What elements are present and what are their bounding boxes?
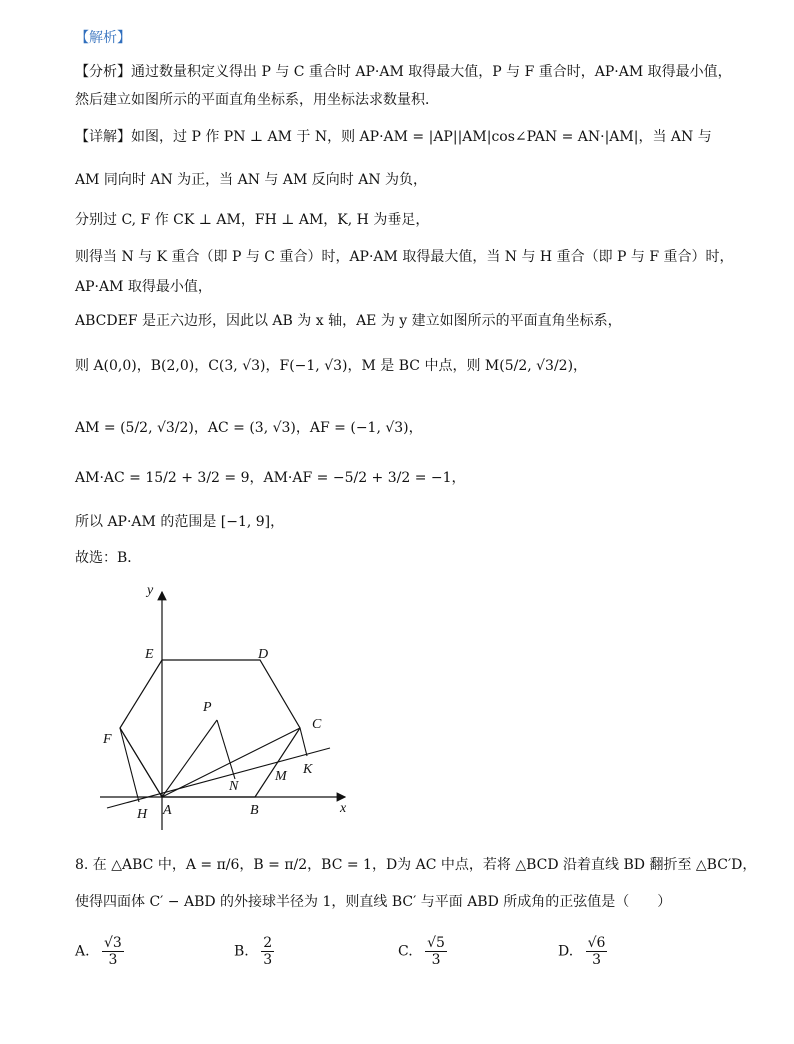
option-d-label: D. <box>558 943 574 960</box>
label-e: E <box>145 647 154 662</box>
detail-line-5: AP·AM 取得最小值， <box>75 279 212 295</box>
detail-line-2: AM 同向时 AN 为正，当 AN 与 AM 反向时 AN 为负， <box>75 172 428 188</box>
detail-line-7: 则 A(0,0)，B(2,0)，C(3, √3)，F(−1, √3)，M 是 BC 中点，则 M(5/2, √3/2)， <box>75 358 588 374</box>
hexagon-figure <box>95 580 365 840</box>
option-c-denominator: 3 <box>431 952 441 968</box>
question-line-2: 使得四面体 C′ − ABD 的外接球半径为 1，则直线 BC′ 与平面 ABD 所成角的正弦值是（ ） <box>75 894 672 910</box>
label-p: P <box>203 700 212 715</box>
option-d-numerator: √6 <box>587 935 606 951</box>
label-x: x <box>340 801 347 816</box>
detail-line-9: AM·AC = 15/2 + 3/2 = 9，AM·AF = −5/2 + 3/2 = −1， <box>75 470 466 486</box>
option-c-numerator: √5 <box>427 935 445 951</box>
label-h: H <box>137 807 148 822</box>
conclusion-line: 故选：B． <box>75 550 142 566</box>
hexagon <box>120 660 300 797</box>
label-a: A <box>163 803 172 818</box>
detail-line-6: ABCDEF 是正六边形，因此以 AB 为 x 轴，AE 为 y 建立如图所示的平面直角坐标系， <box>75 313 622 329</box>
label-f: F <box>103 732 112 747</box>
option-b-numerator: 2 <box>263 935 273 951</box>
detail-line-3: 分别过 C, F 作 CK ⊥ AM，FH ⊥ AM，K, H 为垂足， <box>75 212 430 228</box>
question-line-1: 8. 在 △ABC 中，A = π/6，B = π/2，BC = 1，D为 AC 中点，若将 △BCD 沿着直线 BD 翻折至 △BC′D， <box>75 857 757 873</box>
analysis-line-1: 【分析】通过数量积定义得出 P 与 C 重合时 AP·AM 取得最大值，P 与 F 重合时，AP·AM 取得最小值， <box>75 64 732 80</box>
option-d-denominator: 3 <box>592 952 602 968</box>
option-a-denominator: 3 <box>108 952 118 968</box>
option-b[interactable] <box>234 935 274 968</box>
label-m: M <box>275 769 287 784</box>
segment-ck <box>300 728 307 756</box>
detail-line-4: 则得当 N 与 K 重合（即 P 与 C 重合）时，AP·AM 取得最大值，当 N 与 H 重合（即 P 与 F 重合）时， <box>75 249 734 265</box>
option-c-label: C. <box>398 943 413 960</box>
option-c[interactable] <box>398 935 447 968</box>
option-a-label: A. <box>75 943 90 960</box>
segment-pn <box>217 720 235 779</box>
label-y: y <box>147 583 154 598</box>
option-b-label: B. <box>234 943 249 960</box>
option-b-denominator: 3 <box>263 952 273 968</box>
detail-line-10: 所以 AP·AM 的范围是 [−1, 9]， <box>75 514 285 530</box>
detail-line-1: 【详解】如图，过 P 作 PN ⊥ AM 于 N，则 AP·AM = |AP||AM|cos∠PAN = AN·|AM|，当 AN 与 <box>75 129 712 145</box>
option-d[interactable] <box>558 935 607 968</box>
label-k: K <box>303 762 313 777</box>
line-am <box>107 748 330 808</box>
label-n: N <box>229 779 239 794</box>
label-d: D <box>258 647 269 662</box>
label-b: B <box>250 803 259 818</box>
section-header: 【解析】 <box>75 30 131 46</box>
detail-line-8: AM = (5/2, √3/2)，AC = (3, √3)，AF = (−1, √3)， <box>75 420 423 436</box>
segment-fh <box>120 728 139 802</box>
label-c: C <box>312 717 322 732</box>
option-a-numerator: √3 <box>104 935 122 951</box>
segment-fa <box>120 728 162 797</box>
option-a[interactable] <box>75 935 124 968</box>
analysis-line-2: 然后建立如图所示的平面直角坐标系，用坐标法求数量积． <box>75 92 439 108</box>
